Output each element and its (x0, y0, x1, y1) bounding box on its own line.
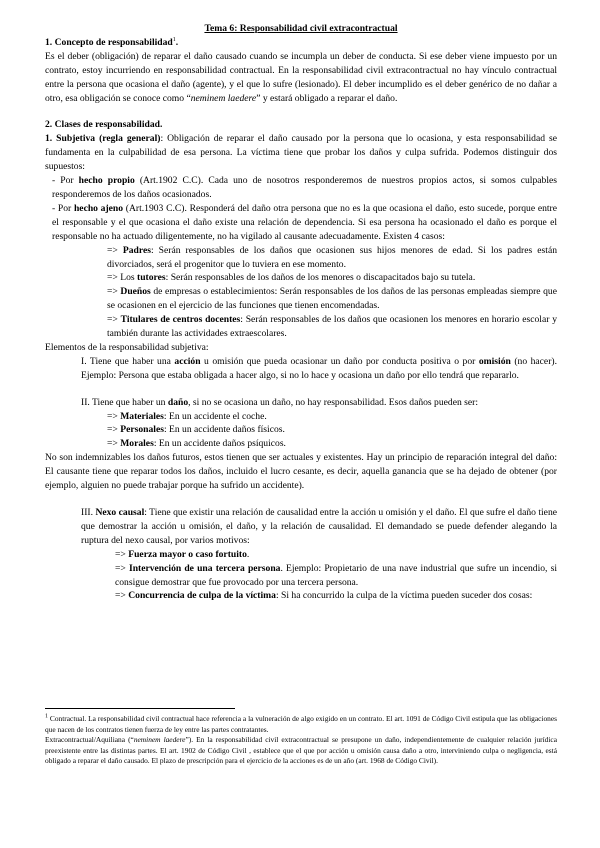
arrow: => (107, 286, 121, 298)
own-act-label: hecho propio (78, 175, 135, 187)
element-label: Nexo causal (95, 507, 145, 518)
element-text: III. (81, 507, 96, 518)
bullet: - Por (52, 175, 79, 187)
case-item (45, 313, 557, 341)
motive-item (45, 548, 557, 562)
arrow: => (107, 438, 121, 450)
document-page (45, 22, 557, 603)
case-text: de empresas o establecimientos: Serán responsables de los daños de las personas empleadas siempre que se ocasionen en el ejercicio de las funciones que tienen encomendadas. (107, 286, 557, 312)
arrow: => (115, 590, 129, 602)
element-label: acción (174, 355, 201, 367)
case-label: tutores (137, 272, 166, 284)
case-item (45, 271, 557, 285)
footnote-number: 1 (45, 713, 48, 720)
arrow: => (107, 410, 121, 422)
element-text: (no hacer). Ejemplo: Persona que estaba obligada a hacer algo, si no lo hace y ocasiona un daño por ello tendrá que repararlo. (81, 355, 557, 381)
footnote-marker: 1 (172, 36, 176, 43)
motive-text: . (246, 548, 250, 560)
case-label: Padres (122, 244, 151, 256)
element-text: : Tiene que existir una relación de causalidad entre la acción u omisión y el daño. El que sufre el daño tiene que demostrar la acción u omisión, el daño, y la relación de causalidad. El demandado se puede defender alegando la ruptura del nexo causal, por varios motivos: (81, 507, 558, 546)
damage-text: : En un accidente daños psíquicos. (153, 438, 286, 450)
element-label: omisión (478, 355, 511, 367)
section-heading-text: 1. Concepto de responsabilidad (45, 36, 173, 48)
arrow: => (107, 314, 121, 326)
damage-label: Personales (120, 424, 164, 436)
footnote-paragraph (45, 735, 557, 767)
section-1-paragraph (45, 50, 557, 106)
element-action (45, 355, 557, 383)
latin-term: neminem laedere (190, 92, 257, 104)
arrow: => (107, 244, 123, 256)
damage-item (45, 410, 557, 424)
case-text: : Serán responsables de los daños de los menores o discapacitados bajo su tutela. (165, 272, 476, 284)
damage-text: : En un accidente el coche. (163, 410, 267, 422)
footnote-paragraph (45, 714, 557, 735)
damage-label: Materiales (120, 410, 164, 422)
case-item (45, 285, 557, 313)
motive-item (45, 562, 557, 590)
footnote (45, 714, 557, 767)
motive-text: . Ejemplo: Propietario de una nave industrial que sufre un incendio, si consigue demostrar que fue provocado por una tercera persona. (115, 562, 557, 588)
paragraph-text: Es el deber (obligación) de reparar el daño causado cuando se incumpla un deber de conducta. Si ese deber viene impuesto por un contrato, estoy incurriendo en responsabilidad contractual. En la responsabilidad civil extracontractual no hay vínculo contractual entre la persona que ocasiona el daño (agente), y el que lo sufre (lesionado). El deber incumplido es el deber genérico de no dañar a otro, esa obligación se conoce como “ (45, 50, 557, 104)
subjective-label: 1. Subjetiva (regla general) (45, 133, 161, 145)
section-2-heading: 2. Clases de responsabilidad. (45, 119, 163, 131)
arrow: => (115, 562, 129, 574)
paragraph-text: (Art.1902 C.C). Cada uno de nosotros responderemos de nuestros propios actos, si somos culpables responderemos de los daños ocasionados. (52, 175, 557, 200)
motive-label: Intervención de una tercera persona (128, 562, 281, 574)
paragraph-text: : Obligación de reparar el daño causado por la persona que lo ocasiona, y esta responsabilidad se fundamenta en la culpabilidad de esa persona. La víctima tiene que probar los daños y culpa sufrida. Podemos distinguir dos supuestos: (45, 133, 558, 173)
damage-item (45, 423, 557, 437)
latin-term: neminem laedere (133, 735, 186, 745)
motive-text: : Si ha concurrido la culpa de la víctima pueden suceder dos cosas: (275, 590, 533, 602)
motive-item (45, 589, 557, 603)
arrow: => Los (107, 272, 138, 284)
damage-label: Morales (120, 438, 154, 450)
damage-item (45, 437, 557, 451)
element-label: daño (167, 396, 189, 408)
document-title: Tema 6: Responsabilidad civil extracontractual (204, 23, 398, 34)
damage-text: : En un accidente daños físicos. (163, 424, 285, 436)
footnote-separator (45, 708, 235, 709)
arrow: => (115, 548, 129, 560)
motive-label: Fuerza mayor o caso fortuito (128, 548, 247, 560)
case-text: : Serán responsables de los daños que ocasionen los menores en horario escolar y también durante las actividades extraescolares. (107, 314, 557, 340)
paragraph-text: (Art.1903 C.C). Responderá del daño otra persona que no es la que ocasiona el daño, esto sucede, porque entre el responsable y el que ocasiona el daño existe una relación de dependencia. Si esa persona ha ocasionado el daño es porque el responsable no ha actuado diligentemente, no ha vigilado al causante adecuadamente. Existen 4 casos: (52, 202, 558, 242)
future-damages-paragraph: No son indemnizables los daños futuros, estos tienen que ser actuales y existentes. Hay un principio de reparación integral del daño: El causante tiene que reparar todos los daños, incluido el lucro cesante, es decir, aquella ganancia que se ha dejado de obtener (por ejemplo, alguien no puede trabajar porque ha sufrido un accidente). (45, 452, 557, 492)
section-1-heading: 1. Concepto de responsabilidad$^1$. (45, 36, 179, 48)
footnote-text: Extracontractual/Aquiliana (“ (45, 735, 134, 745)
element-causal-link (45, 506, 557, 548)
case-label: Dueños (120, 286, 151, 298)
case-text: : Serán responsables de los daños que ocasionen sus hijos menores de edad. Si los padres están divorciados, será el progenitor que lo tuviera en ese momento. (107, 244, 557, 270)
others-act-paragraph (45, 202, 557, 244)
own-act-paragraph (45, 174, 557, 202)
motive-label: Concurrencia de culpa de la víctima (128, 590, 276, 602)
element-text: u omisión que pueda ocasionar un daño por conducta positiva o por (200, 355, 479, 367)
element-text: , si no se ocasiona un daño, no hay responsabilidad. Esos daños pueden ser: (188, 396, 479, 408)
element-text: II. Tiene que haber un (81, 396, 168, 408)
case-label: Titulares de centros docentes (120, 314, 241, 326)
arrow: => (107, 424, 121, 436)
footnote-text: Contractual. La responsabilidad civil contractual hace referencia a la vulneración de algo exigido en un contrato. El art. 1091 de Código Civil estipula que las obligaciones que nacen de los contratos tienen fuerza de ley entre las partes contratantes. (45, 714, 557, 734)
bullet: - Por (52, 202, 74, 214)
element-damage (45, 396, 557, 410)
case-item (45, 244, 557, 272)
footnote-text: ”). En la responsabilidad civil extracontractual se presupone un daño, independientemente de cualquier relación jurídica preexistente entre las distintas partes. El art. 1902 de Código Civil , establece que el que por acción u omisión causa daño a otro, interviniendo culpa o negligencia, está obligado a reparar el daño causado. El plazo de prescripción para el ejercicio de la acciones es de un año (art. 1968 de Código Civil). (45, 735, 557, 766)
elements-intro: Elementos de la responsabilidad subjetiva: (45, 341, 209, 353)
paragraph-text: ” y estará obligado a reparar el daño. (256, 92, 398, 104)
element-text: I. Tiene que haber una (81, 355, 175, 367)
others-act-label: hecho ajeno (73, 202, 124, 214)
subjective-paragraph (45, 132, 557, 174)
